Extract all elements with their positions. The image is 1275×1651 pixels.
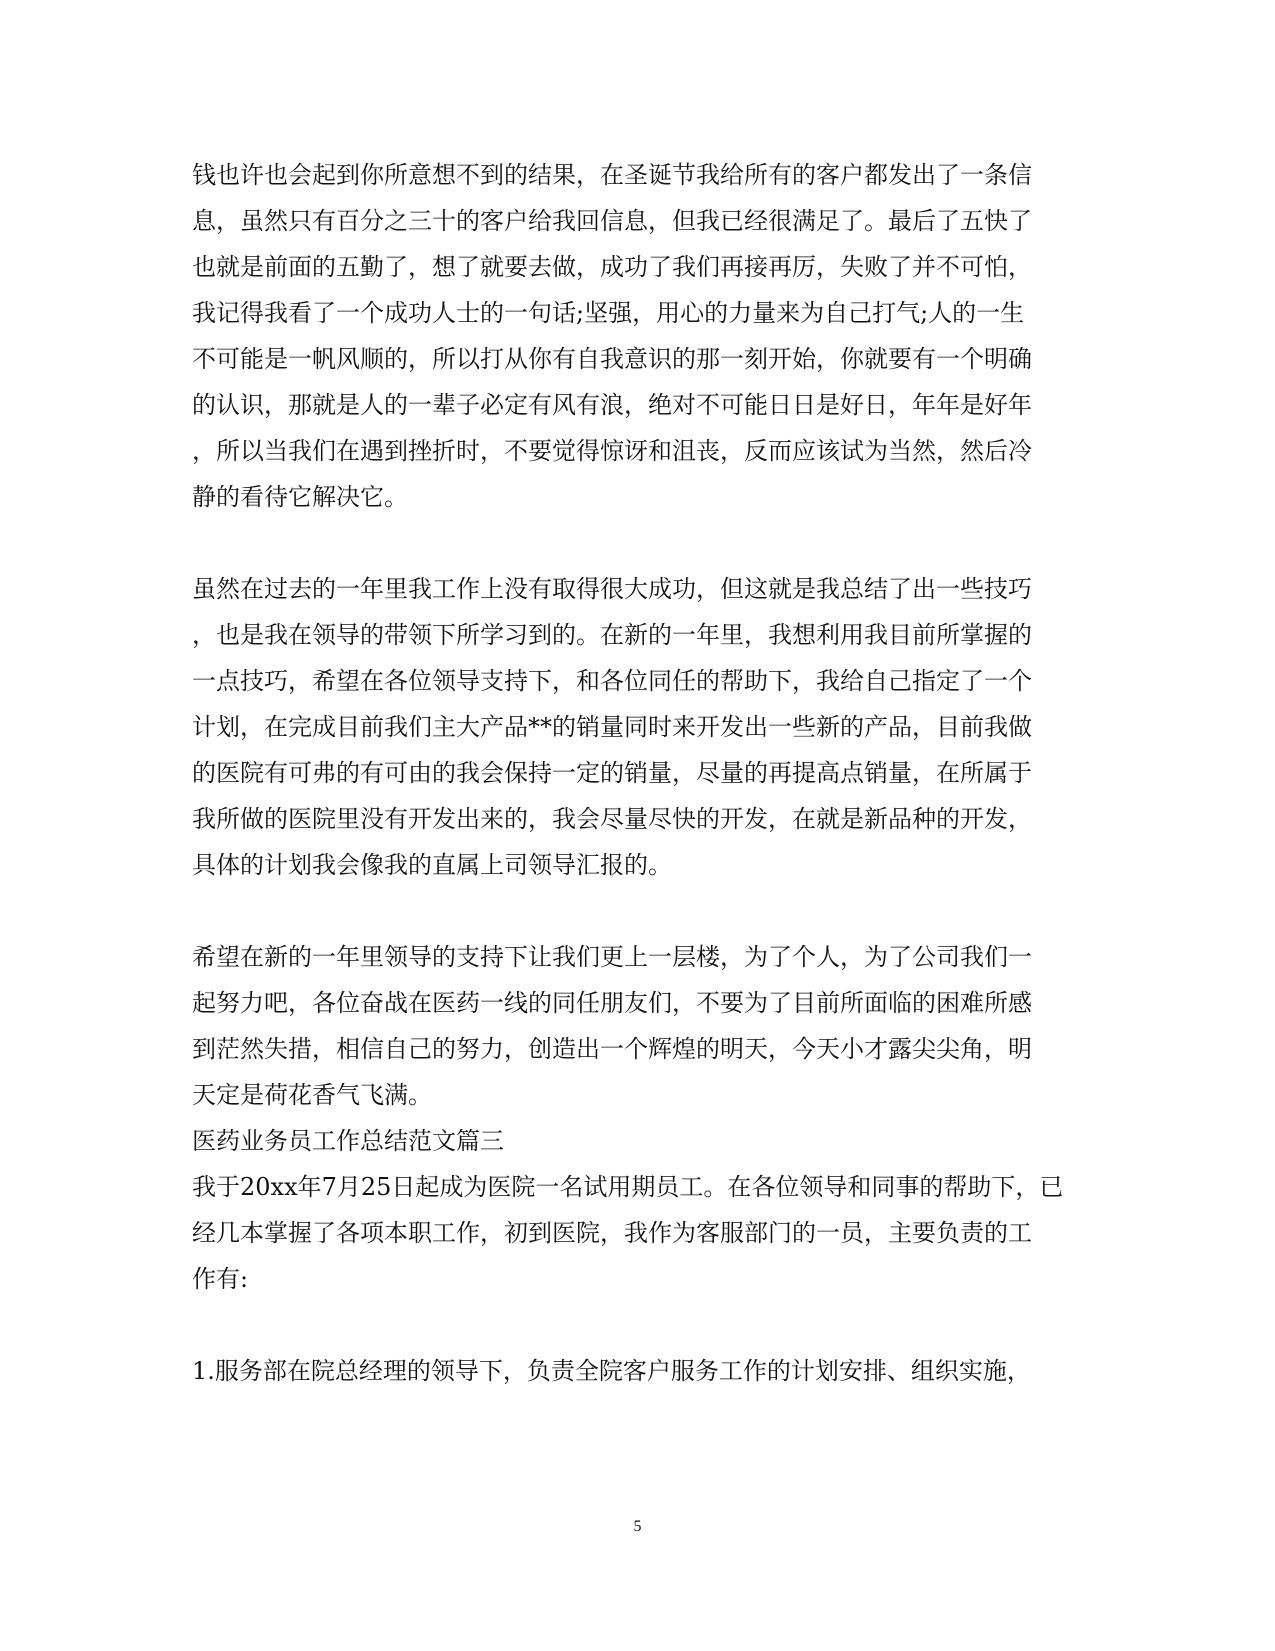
text-line: 我所做的医院里没有开发出来的，我会尽量尽快的开发，在就是新品种的开发， [192,805,1032,833]
text-line: 的认识，那就是人的一辈子必定有风有浪，绝对不可能日日是好日，年年是好年 [192,391,1032,419]
page-number: 5 [633,1518,642,1535]
text-line: 虽然在过去的一年里我工作上没有取得很大成功，但这就是我总结了出一些技巧 [192,575,1032,603]
text-line: 不可能是一帆风顺的，所以打从你有自我意识的那一刻开始，你就要有一个明确 [192,345,1032,373]
text-line: ，也是我在领导的带领下所学习到的。在新的一年里，我想利用我目前所掌握的 [192,621,1032,649]
text-line: 经几本掌握了各项本职工作，初到医院，我作为客服部门的一员，主要负责的工 [192,1219,1032,1247]
text-line: ，所以当我们在遇到挫折时，不要觉得惊讶和沮丧，反而应该试为当然，然后冷 [192,437,1032,465]
text-line: 钱也许也会起到你所意想不到的结果，在圣诞节我给所有的客户都发出了一条信 [192,161,1032,189]
section-heading: 医药业务员工作总结范文篇三 [192,1127,504,1155]
list-item: 1.服务部在院总经理的领导下，负责全院客户服务工作的计划安排、组织实施， [192,1357,1031,1385]
text-line: 我于20xx年7月25日起成为医院一名试用期员工。在各位领导和同事的帮助下，已 [192,1173,1064,1201]
text-line: 希望在新的一年里领导的支持下让我们更上一层楼，为了个人，为了公司我们一 [192,943,1032,971]
text-line: 息，虽然只有百分之三十的客户给我回信息，但我已经很满足了。最后了五快了 [192,207,1032,235]
text-line: 作有: [192,1265,249,1293]
text-line: 计划，在完成目前我们主大产品**的销量同时来开发出一些新的产品，目前我做 [192,713,1032,741]
text-line: 天定是荷花香气飞满。 [192,1081,432,1109]
text-line: 也就是前面的五勤了，想了就要去做，成功了我们再接再厉，失败了并不可怕， [192,253,1032,281]
text-line: 到茫然失措，相信自己的努力，创造出一个辉煌的明天，今天小才露尖尖角，明 [192,1035,1032,1063]
text-line: 我记得我看了一个成功人士的一句话;坚强，用心的力量来为自己打气;人的一生 [192,299,1025,327]
text-line: 的医院有可弗的有可由的我会保持一定的销量，尽量的再提高点销量，在所属于 [192,759,1032,787]
text-line: 具体的计划我会像我的直属上司领导汇报的。 [192,851,672,879]
text-line: 静的看待它解决它。 [192,483,408,511]
text-line: 一点技巧，希望在各位领导支持下，和各位同任的帮助下，我给自己指定了一个 [192,667,1032,695]
text-line: 起努力吧，各位奋战在医药一线的同任朋友们，不要为了目前所面临的困难所感 [192,989,1032,1017]
